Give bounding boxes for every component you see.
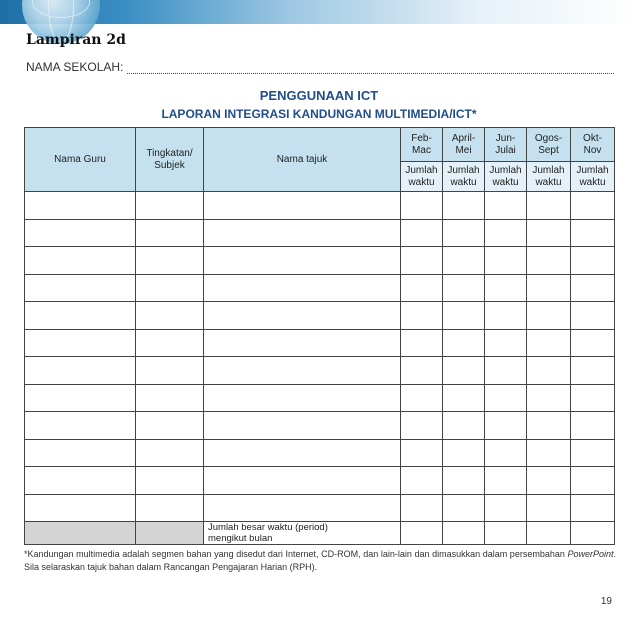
table-cell[interactable] [571, 219, 615, 247]
table-cell[interactable] [401, 192, 443, 220]
table-cell[interactable] [443, 247, 485, 275]
table-cell[interactable] [485, 247, 527, 275]
time-line2: waktu [450, 176, 477, 188]
table-cell[interactable] [401, 467, 443, 495]
table-cell[interactable] [204, 247, 401, 275]
time-line2: waktu [535, 176, 562, 188]
table-row [25, 412, 615, 440]
table-cell[interactable] [485, 494, 527, 522]
col-header-level-line2: Subjek [154, 159, 185, 171]
table-cell[interactable] [204, 329, 401, 357]
table-cell[interactable] [443, 274, 485, 302]
col-header-time [527, 162, 571, 192]
table-cell[interactable] [571, 439, 615, 467]
table-cell[interactable] [485, 439, 527, 467]
total-cell[interactable] [443, 522, 485, 545]
table-cell[interactable] [485, 302, 527, 330]
table-cell[interactable] [204, 274, 401, 302]
school-name-line [26, 58, 614, 74]
table-cell[interactable] [401, 439, 443, 467]
total-row-blank-cell [136, 522, 204, 545]
table-cell[interactable] [25, 219, 136, 247]
col-header-teacher: Nama Guru [25, 128, 136, 192]
table-cell[interactable] [401, 494, 443, 522]
table-cell[interactable] [136, 412, 204, 440]
col-header-topic: Nama tajuk [204, 128, 401, 192]
table-cell[interactable] [571, 274, 615, 302]
table-cell[interactable] [25, 302, 136, 330]
time-line1: Jumlah [532, 164, 565, 176]
table-cell[interactable] [527, 247, 571, 275]
table-cell[interactable] [25, 412, 136, 440]
table-cell[interactable] [571, 467, 615, 495]
col-header-level-line1: Tingkatan/ [146, 147, 193, 159]
table-cell[interactable] [25, 439, 136, 467]
table-cell[interactable] [401, 357, 443, 385]
table-cell[interactable] [527, 439, 571, 467]
footnote-text-1: *Kandungan multimedia adalah segmen bahan yang disedut dari Internet, CD-ROM, dan lain-lain dan dimasukkan dalam persembahan [24, 549, 568, 559]
total-cell[interactable] [527, 522, 571, 545]
table-cell[interactable] [443, 467, 485, 495]
page-number: 19 [600, 596, 612, 607]
col-header-time [571, 162, 615, 192]
table-cell[interactable] [443, 302, 485, 330]
table-cell[interactable] [527, 219, 571, 247]
footnote-text-2: . Sila selaraskan tajuk bahan dalam Rancangan Pengajaran Harian (RPH). [24, 549, 616, 572]
month-line1: Jun- [495, 132, 516, 144]
time-line1: Jumlah [447, 164, 480, 176]
table-cell[interactable] [401, 412, 443, 440]
table-cell[interactable] [527, 302, 571, 330]
table-cell[interactable] [527, 384, 571, 412]
table-row [25, 467, 615, 495]
table-row [25, 274, 615, 302]
table-cell[interactable] [401, 302, 443, 330]
month-line2: Sept [538, 144, 559, 156]
table-cell[interactable] [25, 192, 136, 220]
month-line2: Mac [412, 144, 431, 156]
table-row [25, 219, 615, 247]
table-row [25, 329, 615, 357]
table-row [25, 302, 615, 330]
table-cell[interactable] [485, 467, 527, 495]
table-cell[interactable] [204, 467, 401, 495]
col-header-time [485, 162, 527, 192]
total-row-label [204, 522, 401, 545]
table-cell[interactable] [25, 329, 136, 357]
table-cell[interactable] [204, 302, 401, 330]
school-name-label: NAMA SEKOLAH: [26, 60, 124, 74]
table-cell[interactable] [443, 329, 485, 357]
table-body [25, 192, 615, 545]
month-line1: Ogos- [534, 132, 563, 144]
total-label-line1: Jumlah besar waktu (period) [208, 522, 328, 533]
table-cell[interactable] [443, 192, 485, 220]
table-cell[interactable] [204, 219, 401, 247]
table-cell[interactable] [443, 412, 485, 440]
table-cell[interactable] [571, 494, 615, 522]
table-cell[interactable] [25, 274, 136, 302]
table-cell[interactable] [571, 247, 615, 275]
page-subtitle: LAPORAN INTEGRASI KANDUNGAN MULTIMEDIA/ICT* [161, 107, 477, 121]
table-cell[interactable] [527, 494, 571, 522]
table-cell[interactable] [204, 412, 401, 440]
table-cell[interactable] [25, 384, 136, 412]
table-cell[interactable] [443, 357, 485, 385]
table-cell[interactable] [485, 192, 527, 220]
col-header-month [485, 128, 527, 162]
table-cell[interactable] [443, 384, 485, 412]
table-cell[interactable] [401, 329, 443, 357]
total-row [25, 522, 615, 545]
month-line1: April- [451, 132, 476, 144]
table-row [25, 247, 615, 275]
col-header-month [443, 128, 485, 162]
col-header-month [527, 128, 571, 162]
table-cell[interactable] [204, 384, 401, 412]
table-cell[interactable] [136, 439, 204, 467]
table-cell[interactable] [571, 357, 615, 385]
col-header-level [136, 128, 204, 192]
table-cell[interactable] [571, 302, 615, 330]
table-cell[interactable] [136, 219, 204, 247]
table-cell[interactable] [25, 357, 136, 385]
table-cell[interactable] [25, 494, 136, 522]
table-cell[interactable] [485, 329, 527, 357]
table-cell[interactable] [571, 192, 615, 220]
table-cell[interactable] [527, 412, 571, 440]
table-cell[interactable] [136, 192, 204, 220]
month-line1: Okt- [583, 132, 602, 144]
page-title: PENGGUNAAN ICT [259, 88, 379, 103]
table-cell[interactable] [485, 357, 527, 385]
table-cell[interactable] [204, 439, 401, 467]
col-header-month [571, 128, 615, 162]
ict-usage-table [24, 127, 615, 545]
table-cell[interactable] [204, 357, 401, 385]
table-cell[interactable] [485, 412, 527, 440]
table-cell[interactable] [136, 357, 204, 385]
table-cell[interactable] [136, 247, 204, 275]
table-cell[interactable] [443, 439, 485, 467]
table-row [25, 357, 615, 385]
table-cell[interactable] [401, 219, 443, 247]
table-cell[interactable] [443, 494, 485, 522]
table-cell[interactable] [136, 302, 204, 330]
table-cell[interactable] [204, 494, 401, 522]
table-row [25, 439, 615, 467]
table-cell[interactable] [527, 329, 571, 357]
time-line1: Jumlah [576, 164, 609, 176]
table-cell[interactable] [485, 384, 527, 412]
month-line1: Feb- [411, 132, 432, 144]
month-line2: Julai [495, 144, 516, 156]
total-cell[interactable] [485, 522, 527, 545]
month-line2: Mei [455, 144, 472, 156]
appendix-label: Lampiran 2d [26, 32, 126, 48]
table-row [25, 494, 615, 522]
time-line2: waktu [408, 176, 435, 188]
total-cell[interactable] [571, 522, 615, 545]
table-cell[interactable] [485, 274, 527, 302]
table-cell[interactable] [25, 467, 136, 495]
time-line2: waktu [492, 176, 519, 188]
table-cell[interactable] [571, 384, 615, 412]
table-cell[interactable] [136, 494, 204, 522]
table-cell[interactable] [136, 467, 204, 495]
table-cell[interactable] [25, 247, 136, 275]
table-cell[interactable] [443, 219, 485, 247]
table-cell[interactable] [571, 412, 615, 440]
table-cell[interactable] [527, 467, 571, 495]
table-cell[interactable] [401, 274, 443, 302]
table-cell[interactable] [527, 274, 571, 302]
total-cell[interactable] [401, 522, 443, 545]
month-line2: Nov [583, 144, 602, 156]
table-cell[interactable] [485, 219, 527, 247]
col-header-time [401, 162, 443, 192]
table-cell[interactable] [136, 384, 204, 412]
total-row-blank-cell [25, 522, 136, 545]
table-cell[interactable] [527, 357, 571, 385]
table-cell[interactable] [401, 384, 443, 412]
col-header-month [401, 128, 443, 162]
table-cell[interactable] [571, 329, 615, 357]
time-line1: Jumlah [405, 164, 438, 176]
table-row [25, 192, 615, 220]
footnote [24, 548, 616, 574]
table-cell[interactable] [136, 274, 204, 302]
col-header-time [443, 162, 485, 192]
table-cell[interactable] [204, 192, 401, 220]
table-cell[interactable] [527, 192, 571, 220]
school-name-field[interactable] [127, 63, 614, 74]
table-cell[interactable] [401, 247, 443, 275]
time-line2: waktu [579, 176, 606, 188]
footnote-italic-text: PowerPoint [567, 549, 614, 559]
table-row [25, 384, 615, 412]
time-line1: Jumlah [489, 164, 522, 176]
table-cell[interactable] [136, 329, 204, 357]
total-label-line2: mengikut bulan [208, 533, 273, 544]
